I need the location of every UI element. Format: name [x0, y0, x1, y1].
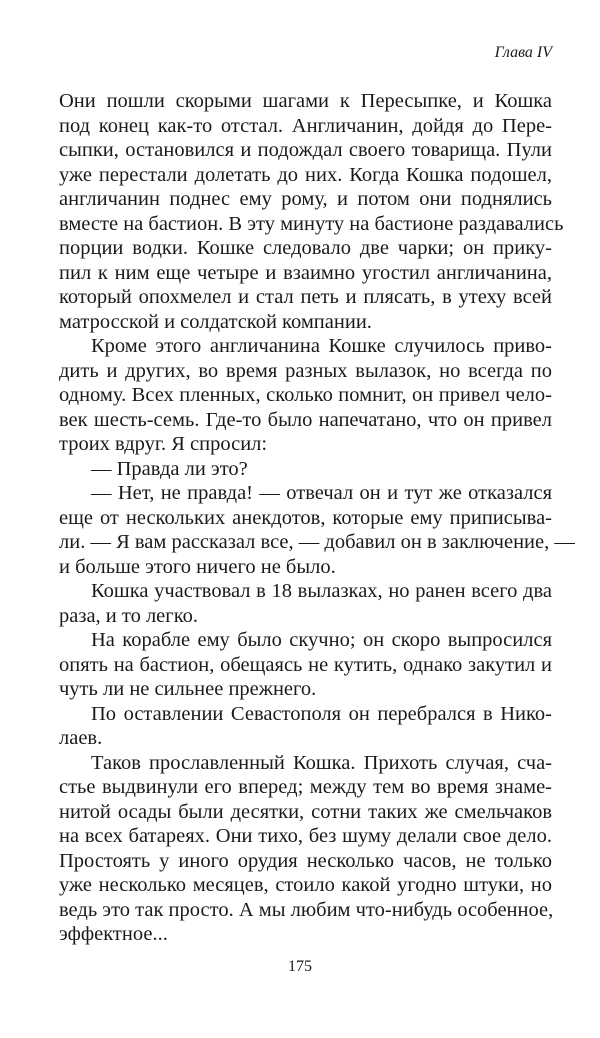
- text-line: По оставлении Севастополя он перебрался в Нико-: [91, 702, 552, 725]
- text-line: который опохмелел и стал петь и плясать, в утеху всей: [59, 286, 552, 308]
- paragraph: [59, 457, 552, 482]
- text-line: Таков прославленный Кошка. Прихоть случая, сча-: [91, 751, 552, 774]
- paragraph: [59, 89, 564, 334]
- text-line: стье выдвинули его вперед; между тем во время знаме-: [59, 776, 552, 798]
- text-line: На корабле ему было скучно; он скоро выпросился: [91, 629, 552, 651]
- text-line: под конец как-то отстал. Англичанин, дойдя до Пере-: [59, 114, 552, 137]
- text-line: матросской и солдатской компании.: [59, 310, 372, 333]
- paragraph: [59, 628, 552, 702]
- text-line: уже перестали долетать до них. Когда Кошка подошел,: [59, 163, 552, 186]
- text-line: сыпки, остановился и подождал своего товарища. Пули: [59, 139, 552, 161]
- paragraph: [59, 334, 552, 457]
- paragraph: [59, 751, 552, 947]
- text-line: век шесть-семь. Где-то было напечатано, что он привел: [59, 408, 552, 431]
- page-number: 175: [288, 958, 312, 975]
- text-line: опять на бастион, обещаясь не кутить, однако закутил и: [59, 653, 552, 676]
- paragraph: [59, 579, 552, 628]
- text-line: уже несколько месяцев, стоило какой угодно штуки, но: [59, 874, 552, 896]
- running-header: Глава IV: [494, 44, 552, 61]
- paragraph: [59, 702, 552, 751]
- text-line: ведь это так просто. А мы любим что-нибудь особенное,: [59, 898, 554, 921]
- text-line: дить и других, во время разных вылазок, но всегда по: [59, 359, 552, 382]
- text-line: на всех батареях. Они тихо, без шуму делали свое дело.: [59, 825, 552, 847]
- text-line: Кошка участвовал в 18 вылазках, но ранен всего два: [91, 580, 552, 602]
- text-line: еще от нескольких анекдотов, которые ему приписыва-: [59, 506, 552, 529]
- text-line: вместе на бастион. В эту минуту на бастионе раздавались: [59, 212, 564, 235]
- text-line: нитой осады были десятки, сотни таких же смельчаков: [59, 800, 552, 823]
- text-line: ли. — Я вам рассказал все, — добавил он в заключение, —: [59, 531, 575, 553]
- paragraph: [59, 481, 575, 579]
- text-line: чуть ли не сильнее прежнего.: [59, 678, 317, 700]
- text-line: Кроме этого англичанина Кошке случилось приво-: [91, 335, 552, 357]
- text-line: — Нет, не правда! — отвечал он и тут же отказался: [91, 482, 552, 504]
- text-line: англичанин поднес ему рому, и потом они поднялись: [59, 188, 552, 210]
- text-line: Простоять у иного орудия несколько часов, не только: [59, 849, 552, 872]
- text-line: пил к ним еще четыре и взаимно угостил англичанина,: [59, 261, 552, 284]
- text-line: троих вдруг. Я спросил:: [59, 433, 268, 455]
- text-line: лаев.: [59, 727, 103, 749]
- text-line: Они пошли скорыми шагами к Пересыпке, и Кошка: [59, 90, 552, 112]
- text-line: — Правда ли это?: [91, 457, 248, 480]
- page-body-text: [59, 89, 575, 947]
- text-line: раза, и то легко.: [59, 604, 198, 627]
- text-line: одному. Всех пленных, сколько помнит, он привел чело-: [59, 384, 552, 406]
- text-line: и больше этого ничего не было.: [59, 555, 336, 578]
- text-line: эффектное...: [59, 923, 168, 945]
- text-line: порции водки. Кошке следовало две чарки; он прику-: [59, 237, 552, 259]
